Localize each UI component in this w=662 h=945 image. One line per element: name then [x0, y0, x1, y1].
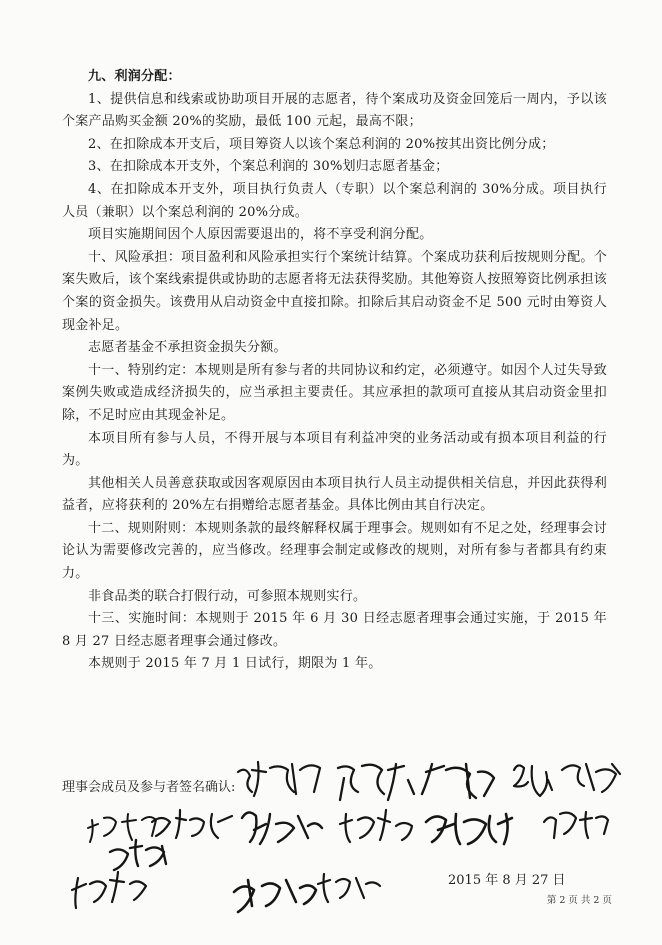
paragraph: 本规则于 2015 年 7 月 1 日试行，期限为 1 年。	[88, 656, 382, 672]
signature-6	[152, 810, 232, 838]
section-heading-profit: 九、利润分配：	[88, 69, 181, 84]
signing-date: 2015 年 8 月 27 日	[448, 873, 566, 888]
paragraph: 志愿者基金不承担资金损失分额。	[88, 340, 287, 356]
signature-3	[422, 764, 494, 798]
signature-12	[72, 872, 146, 908]
signature-10	[544, 812, 608, 838]
signature-11	[110, 840, 166, 870]
document-body	[62, 66, 607, 676]
signature-14	[318, 874, 380, 902]
paragraph: 本项目所有参与人员，不得开展与本项目有利益冲突的业务活动或有损本项目利益的行为。	[62, 430, 607, 469]
paragraph: 4、在扣除成本开支外，项目执行负责人（专职）以个案总利润的 30%分成。项目执行人员（兼职）以个案总利润的 20%分成。	[62, 181, 607, 220]
signature-5	[88, 814, 156, 842]
page-number: 第 2 页 共 2 页	[546, 895, 612, 906]
paragraph: 2、在扣除成本开支后，项目筹资人以该个案总利润的 20%按其出资比例分成；	[88, 136, 555, 152]
paragraph: 非食品类的联合打假行动，可参照本规则实行。	[88, 588, 367, 604]
signature-2	[338, 764, 414, 800]
paragraph-supplementary: 十二、规则附则：本规则条款的最终解释权属于理事会。规则如有不足之处，经理事会讨论认为需要修改完善的，应当修改。经理事会制定或修改的规则，对所有参与者都具有约束力。	[62, 520, 607, 582]
paragraph: 3、在扣除成本开支外，个案总利润的 30%划归志愿者基金；	[88, 159, 449, 175]
signature-7	[242, 812, 322, 844]
paragraph: 1、提供信息和线索或协助项目开展的志愿者，待个案成功及资金回笼后一周内，予以该个案产品购买金额 20%的奖励，最低 100 元起，最高不限；	[62, 91, 607, 130]
signature-9	[426, 814, 512, 844]
paragraph: 项目实施期间因个人原因需要退出的，将不享受利润分配。	[88, 227, 433, 243]
paragraph-special-agreement: 十一、特别约定：本规则是所有参与者的共同协议和约定，必须遵守。如因个人过失导致案例失败或造成经济损失的，应当承担主要责任。其应承担的款项可直接从其启动资金里扣除，不足时应由其现金补足。	[62, 362, 607, 423]
signature-4	[514, 764, 620, 796]
signature-label: 理事会成员及参与者签名确认:	[62, 780, 236, 795]
signature-8	[340, 810, 412, 842]
signature-13	[234, 880, 316, 912]
paragraph: 其他相关人员善意获取或因客观原因由本项目执行人员主动提供相关信息，并因此获得利益者，应将获利的 20%左右捐赠给志愿者基金。具体比例由其自行决定。	[62, 475, 607, 514]
paragraph-implementation: 十三、实施时间：本规则于 2015 年 6 月 30 日经志愿者理事会通过实施，于 2015 年 8 月 27 日经志愿者理事会通过修改。	[62, 611, 607, 649]
paragraph-risk: 十、风险承担：项目盈利和风险承担实行个案统计结算。个案成功获利后按规则分配。个案失败后，该个案线索提供或协助的志愿者将无法获得奖励。其他筹资人按照筹资比例承担该个案的资金损失。该费用从启动资金中直接扣除。扣除后其启动资金不足 500 元时由筹资人现金补足。	[62, 249, 607, 333]
